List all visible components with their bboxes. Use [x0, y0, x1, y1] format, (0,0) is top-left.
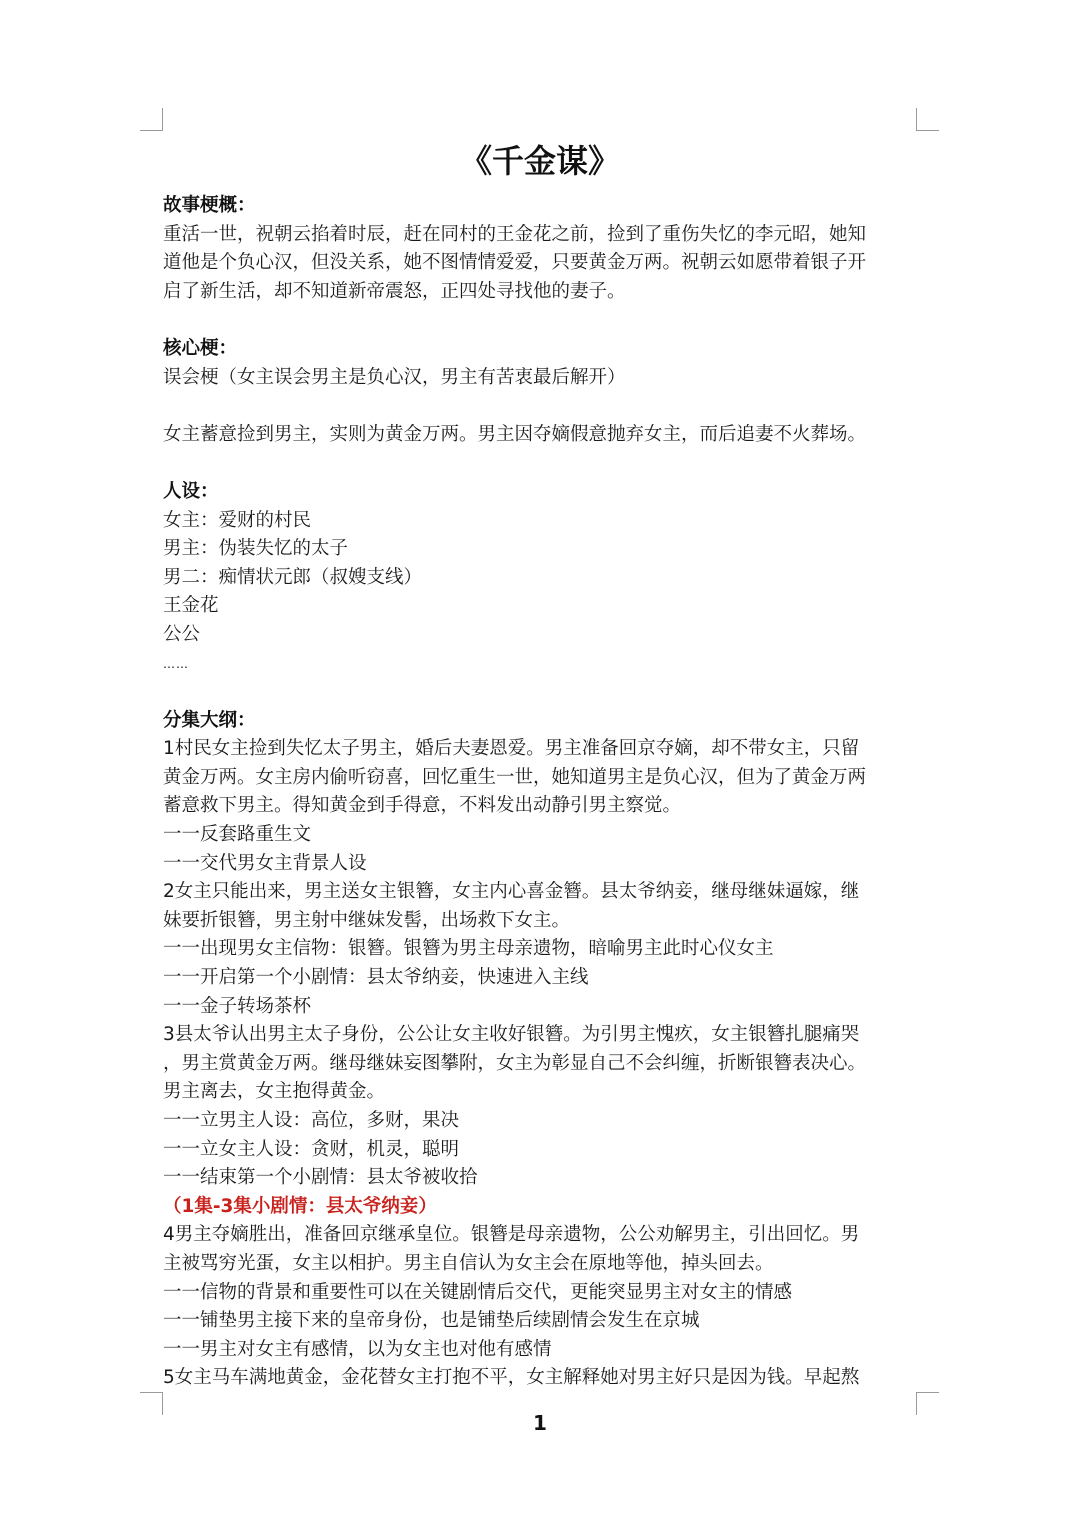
outline-line: 蓄意救下男主。得知黄金到手得意，不料发出动静引男主察觉。 [163, 795, 682, 817]
character-item: 女主：爱财的村民 [163, 509, 312, 531]
outline-line: 黄金万两。女主房内偷听窃喜，回忆重生一世，她知道男主是负心汉，但为了黄金万两 [163, 766, 867, 788]
character-item: 王金花 [163, 595, 219, 617]
outline-line: ，男主赏黄金万两。继母继妹妄图攀附，女主为彰显自己不会纠缠，折断银簪表决心。 [163, 1052, 867, 1074]
outline-heading: 分集大纲： [163, 709, 256, 731]
page-number: 1 [533, 1411, 547, 1435]
outline-line: 2女主只能出来，男主送女主银簪，女主内心喜金簪。县太爷纳妾，继母继妹逼嫁，继 [163, 881, 860, 903]
core-line: 女主蓄意捡到男主，实则为黄金万两。男主因夺嫡假意抛弃女主，而后追妻不火葬场。 [163, 423, 867, 445]
outline-line: 一一立男主人设：高位，多财，果决 [163, 1110, 460, 1131]
outline-line: 1村民女主捡到失忆太子男主，婚后夫妻恩爱。男主准备回京夺嫡，却不带女主，只留 [163, 738, 860, 760]
outline-line: 3县太爷认出男主太子身份，公公让女主收好银簪。为引男主愧疚，女主银簪扎腿痛哭 [163, 1024, 860, 1046]
outline-line: 一一铺垫男主接下来的皇帝身份，也是铺垫后续剧情会发生在京城 [163, 1310, 700, 1332]
characters-heading: 人设： [163, 480, 219, 502]
blank-line [163, 392, 923, 421]
outline-line: 主被骂穷光蛋，女主以相护。男主自信认为女主会在原地等他，掉头回去。 [163, 1252, 774, 1274]
summary-line: 启了新生活，却不知道新帝震怒，正四处寻找他的妻子。 [163, 280, 626, 302]
outline-line: 男主离去，女主抱得黄金。 [163, 1081, 386, 1103]
outline-line: 一一立女主人设：贪财，机灵，聪明 [163, 1138, 460, 1160]
summary-heading: 故事梗概： [163, 195, 256, 216]
highlighted-note: （1集-3集小剧情：县太爷纳妾） [163, 1195, 437, 1217]
crop-mark-top-right [916, 108, 939, 131]
outline-line: 一一交代男女主背景人设 [163, 852, 367, 874]
document-title: 《千金谋》 [459, 142, 620, 180]
outline-line: 4男主夺嫡胜出，准备回京继承皇位。银簪是母亲遗物，公公劝解男主，引出回忆。男 [163, 1224, 860, 1246]
character-item: 公公 [163, 623, 201, 645]
outline-line: 一一结束第一个小剧情：县太爷被收拾 [163, 1167, 478, 1189]
blank-line [163, 306, 923, 335]
summary-line: 道他是个负心汉，但没关系，她不图情情爱爱，只要黄金万两。祝朝云如愿带着银子开 [163, 252, 867, 274]
outline-line: 一一反套路重生文 [163, 824, 312, 846]
core-heading: 核心梗： [163, 337, 238, 359]
outline-line: 一一金子转场茶杯 [163, 995, 312, 1017]
outline-line: 一一信物的背景和重要性可以在关键剧情后交代，更能突显男主对女主的情感 [163, 1281, 793, 1303]
character-item: 男二：痴情状元郎（叔嫂支线） [163, 566, 423, 588]
outline-line: 一一出现男女主信物：银簪。银簪为男主母亲遗物，暗喻男主此时心仪女主 [163, 938, 774, 960]
blank-line [163, 449, 923, 478]
outline-line: 一一开启第一个小剧情：县太爷纳妾，快速进入主线 [163, 967, 589, 989]
character-item: 男主：伪装失忆的太子 [163, 538, 349, 560]
outline-line: 妹要折银簪，男主射中继妹发髻，出场救下女主。 [163, 909, 571, 931]
blank-line [163, 678, 923, 707]
outline-line: 一一男主对女主有感情，以为女主也对他有感情 [163, 1338, 552, 1360]
core-line: 误会梗（女主误会男主是负心汉，男主有苦衷最后解开） [163, 366, 626, 388]
crop-mark-top-left [140, 108, 163, 131]
summary-line: 重活一世，祝朝云掐着时辰，赶在同村的王金花之前，捡到了重伤失忆的李元昭，她知 [163, 223, 867, 245]
outline-line: 5女主马车满地黄金，金花替女主打抱不平，女主解释她对男主好只是因为钱。早起熬 [163, 1367, 860, 1389]
document-body [163, 192, 923, 1393]
ellipsis: …… [163, 656, 189, 671]
